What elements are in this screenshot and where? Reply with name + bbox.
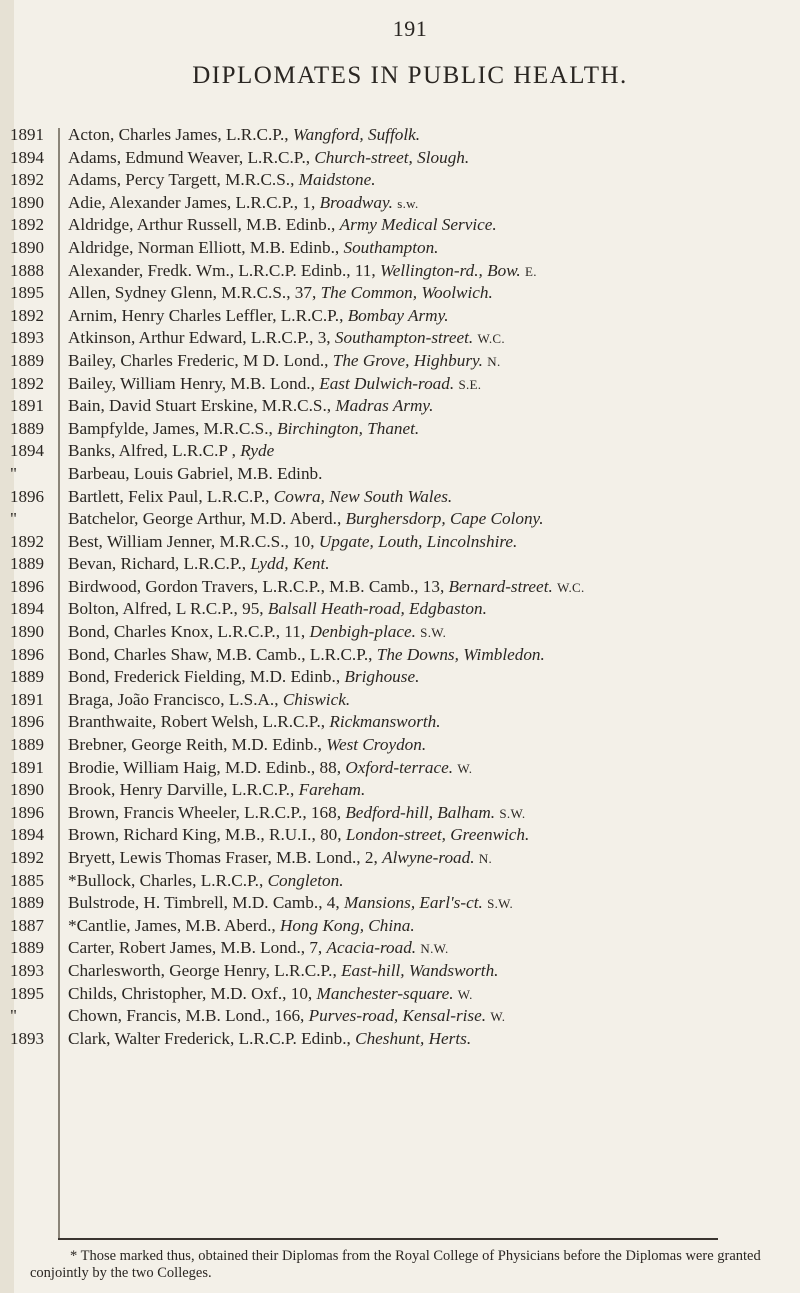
entry-location: The Grove, Highbury. xyxy=(332,350,483,370)
entry-year: 1889 xyxy=(10,893,44,913)
entry-name: Bond, Frederick Fielding, M.D. Edinb., xyxy=(68,667,345,687)
entry-name: Best, William Jenner, M.R.C.S., 10, xyxy=(68,531,319,551)
entry-name: Chown, Francis, M.B. Lond., 166, xyxy=(68,1006,309,1026)
entry-name: Carter, Robert James, M.B. Lond., 7, xyxy=(68,938,327,958)
entry-location: Bernard-street. xyxy=(448,576,553,596)
list-item xyxy=(0,870,800,893)
entry-text xyxy=(68,734,800,757)
entry-name: Brown, Richard King, M.B., R.U.I., 80, xyxy=(68,825,346,845)
entry-name: Aldridge, Arthur Russell, M.B. Edinb., xyxy=(68,215,340,235)
entry-year: 1891 xyxy=(10,125,44,144)
entry-text xyxy=(68,1028,800,1051)
entry-text xyxy=(68,892,800,915)
entry-name: Bond, Charles Knox, L.R.C.P., 11, xyxy=(68,622,310,642)
list-item xyxy=(0,757,800,780)
entry-text xyxy=(68,305,800,328)
entry-district: s.w. xyxy=(397,195,419,211)
entry-year: " xyxy=(10,463,17,483)
entry-name: *Bullock, Charles, L.R.C.P., xyxy=(68,870,268,890)
entry-text xyxy=(68,282,800,305)
entry-year: 1892 xyxy=(10,305,44,325)
entry-location: Congleton. xyxy=(267,870,344,890)
entry-name: Acton, Charles James, L.R.C.P., xyxy=(68,125,293,144)
entry-year: 1889 xyxy=(10,735,44,755)
entry-year: 1894 xyxy=(10,825,44,845)
list-item xyxy=(0,418,800,441)
entry-year: 1885 xyxy=(10,870,44,890)
entry-location: Balsall Heath-road, Edgbaston. xyxy=(267,599,487,619)
entry-district: W.C. xyxy=(477,331,505,347)
entry-text xyxy=(68,870,800,893)
entry-name: Banks, Alfred, L.R.C.P , xyxy=(68,441,241,461)
entry-text xyxy=(68,779,800,802)
list-item xyxy=(0,689,800,712)
entry-location: Mansions, Earl's-ct. xyxy=(343,893,483,913)
entry-location: Wellington-rd., Bow. xyxy=(380,260,521,280)
entry-location: Broadway. xyxy=(319,192,393,212)
entry-location: Acacia-road. xyxy=(326,938,417,958)
list-item xyxy=(0,305,800,328)
list-item xyxy=(0,960,800,983)
entry-year: " xyxy=(10,1006,17,1026)
entry-name: Atkinson, Arthur Edward, L.R.C.P., 3, xyxy=(68,328,335,348)
list-item xyxy=(0,915,800,938)
entry-location: Ryde xyxy=(240,441,275,461)
list-item xyxy=(0,802,800,825)
entry-text xyxy=(68,237,800,260)
entry-year: 1892 xyxy=(10,531,44,551)
entry-name: Charlesworth, George Henry, L.R.C.P., xyxy=(68,960,342,980)
entry-year: 1889 xyxy=(10,418,44,438)
entry-district: W.C. xyxy=(557,579,585,595)
entry-location: Rickmansworth. xyxy=(329,712,441,732)
entry-text xyxy=(68,440,800,463)
entry-location: Cowra, New South Wales. xyxy=(273,486,453,506)
entry-name: Bulstrode, H. Timbrell, M.D. Camb., 4, xyxy=(68,893,344,913)
list-item xyxy=(0,192,800,215)
entry-year: 1896 xyxy=(10,486,44,506)
entry-year: 1890 xyxy=(10,622,44,642)
entry-district: W. xyxy=(457,986,473,1002)
entry-text xyxy=(68,1005,800,1028)
entry-name: Adie, Alexander James, L.R.C.P., 1, xyxy=(68,192,320,212)
list-item xyxy=(0,440,800,463)
entry-location: Bombay Army. xyxy=(347,305,449,325)
entry-year: 1896 xyxy=(10,802,44,822)
entry-text xyxy=(68,418,800,441)
entry-location: Bedford-hill, Balham. xyxy=(345,802,496,822)
entry-district: S.E. xyxy=(458,376,482,392)
entry-name: Bond, Charles Shaw, M.B. Camb., L.R.C.P., xyxy=(68,644,377,664)
entry-text xyxy=(68,214,800,237)
entry-text xyxy=(68,621,800,644)
entry-location: Church-street, Slough. xyxy=(314,147,470,167)
entry-name: Birdwood, Gordon Travers, L.R.C.P., M.B. Camb., 13, xyxy=(68,576,449,596)
entry-name: Adams, Percy Targett, M.R.C.S., xyxy=(68,170,299,190)
entry-text xyxy=(68,531,800,554)
list-item xyxy=(0,734,800,757)
entry-year: 1889 xyxy=(10,938,44,958)
entry-year: 1896 xyxy=(10,712,44,732)
entry-year: 1893 xyxy=(10,960,44,980)
entry-year: 1892 xyxy=(10,848,44,867)
entry-name: Bartlett, Felix Paul, L.R.C.P., xyxy=(68,486,274,506)
list-item xyxy=(0,486,800,509)
entry-year: 1893 xyxy=(10,328,44,348)
list-item xyxy=(0,937,800,960)
entry-text xyxy=(68,915,800,938)
list-item xyxy=(0,531,800,554)
list-item xyxy=(0,824,800,847)
entry-name: Brook, Henry Darville, L.R.C.P., xyxy=(68,780,299,800)
list-item xyxy=(0,463,800,486)
list-item xyxy=(0,237,800,260)
entry-name: Alexander, Fredk. Wm., L.R.C.P. Edinb., 11, xyxy=(68,260,380,280)
entry-year: 1894 xyxy=(10,599,44,619)
entry-location: Lydd, Kent. xyxy=(250,554,330,574)
entry-name: Brebner, George Reith, M.D. Edinb., xyxy=(68,735,327,755)
entry-location: Chiswick. xyxy=(282,689,351,709)
entry-year: 1888 xyxy=(10,260,44,280)
list-item xyxy=(0,508,800,531)
entry-name: Adams, Edmund Weaver, L.R.C.P., xyxy=(68,147,315,167)
list-item xyxy=(0,169,800,192)
entry-district: S.W. xyxy=(499,805,526,821)
entry-year: 1890 xyxy=(10,780,44,800)
list-item xyxy=(0,350,800,373)
entry-text xyxy=(68,757,800,780)
entry-text xyxy=(68,983,800,1006)
entry-location: Birchington, Thanet. xyxy=(277,418,420,438)
entry-name: Allen, Sydney Glenn, M.R.C.S., 37, xyxy=(68,283,321,303)
entry-name: Aldridge, Norman Elliott, M.B. Edinb., xyxy=(68,237,344,257)
page-number: 191 xyxy=(392,16,428,41)
entry-name: Brodie, William Haig, M.D. Edinb., 88, xyxy=(68,757,346,777)
entry-district: W. xyxy=(490,1009,506,1025)
entry-name: Barbeau, Louis Gabriel, M.B. Edinb. xyxy=(68,463,323,483)
entry-location: Alwyne-road. xyxy=(382,848,475,867)
list-item xyxy=(0,260,800,283)
list-item xyxy=(0,124,800,147)
list-item xyxy=(0,847,800,870)
entry-location: West Croydon. xyxy=(326,735,427,755)
entry-district: N.W. xyxy=(420,941,449,957)
entry-name: Arnim, Henry Charles Leffler, L.R.C.P., xyxy=(68,305,348,325)
entry-name: Braga, João Francisco, L.S.A., xyxy=(68,689,283,709)
list-item xyxy=(0,644,800,667)
list-item xyxy=(0,892,800,915)
entry-text xyxy=(68,847,800,870)
footnote-divider xyxy=(58,1238,718,1240)
list-item xyxy=(0,553,800,576)
entry-location: The Common, Woolwich. xyxy=(320,283,493,303)
list-item xyxy=(0,282,800,305)
entry-year: 1889 xyxy=(10,667,44,687)
entry-location: Southampton. xyxy=(343,237,439,257)
entry-name: Childs, Christopher, M.D. Oxf., 10, xyxy=(68,983,317,1003)
entry-location: Fareham. xyxy=(298,780,366,800)
entry-district: W. xyxy=(457,760,473,776)
entry-year: 1894 xyxy=(10,441,44,461)
entry-location: Southampton-street. xyxy=(334,328,474,348)
entry-text xyxy=(68,802,800,825)
entry-year: 1892 xyxy=(10,373,44,393)
entry-year: 1890 xyxy=(10,237,44,257)
list-item xyxy=(0,621,800,644)
entry-district: N. xyxy=(478,851,493,866)
entry-year: 1891 xyxy=(10,396,44,416)
entry-year: 1894 xyxy=(10,147,44,167)
entry-text xyxy=(68,576,800,599)
entry-text xyxy=(68,508,800,531)
entry-year: 1892 xyxy=(10,215,44,235)
list-item xyxy=(0,395,800,418)
entry-text xyxy=(68,395,800,418)
list-item xyxy=(0,147,800,170)
entry-name: Bolton, Alfred, L R.C.P., 95, xyxy=(68,599,268,619)
entry-location: Brighouse. xyxy=(344,667,420,687)
entry-text xyxy=(68,689,800,712)
list-item xyxy=(0,327,800,350)
entry-name: Brown, Francis Wheeler, L.R.C.P., 168, xyxy=(68,802,346,822)
entry-name: *Cantlie, James, M.B. Aberd., xyxy=(68,915,280,935)
entry-location: Wangford, Suffolk. xyxy=(292,125,421,144)
list-item xyxy=(0,1005,800,1028)
list-item xyxy=(0,666,800,689)
entry-year: 1891 xyxy=(10,757,44,777)
entry-year: " xyxy=(10,509,17,529)
entry-year: 1890 xyxy=(10,192,44,212)
entry-text xyxy=(68,824,800,847)
entry-text xyxy=(68,124,800,147)
entry-text xyxy=(68,598,800,621)
entry-text xyxy=(68,644,800,667)
entry-year: 1889 xyxy=(10,350,44,370)
entry-text xyxy=(68,169,800,192)
entry-text xyxy=(68,260,800,283)
entry-name: Bailey, Charles Frederic, M D. Lond., xyxy=(68,350,333,370)
entry-name: Bain, David Stuart Erskine, M.R.C.S., xyxy=(68,396,336,416)
list-item xyxy=(0,1028,800,1051)
entry-location: Hong Kong, China. xyxy=(279,915,415,935)
entry-location: Burghersdorp, Cape Colony. xyxy=(345,509,544,529)
entry-location: East-hill, Wandsworth. xyxy=(341,960,499,980)
entry-text xyxy=(68,373,800,396)
entry-district: N. xyxy=(487,353,501,369)
list-item xyxy=(0,983,800,1006)
entry-name: Bailey, William Henry, M.B. Lond., xyxy=(68,373,320,393)
entry-location: Denbigh-place. xyxy=(309,622,416,642)
entry-year: 1895 xyxy=(10,983,44,1003)
entry-location: Oxford-terrace. xyxy=(345,757,454,777)
page-title: DIPLOMATES IN PUBLIC HEALTH. xyxy=(192,62,628,89)
entry-text xyxy=(68,553,800,576)
entry-text xyxy=(68,937,800,960)
list-item xyxy=(0,576,800,599)
entry-location: Cheshunt, Herts. xyxy=(355,1028,472,1048)
entry-year: 1896 xyxy=(10,644,44,664)
list-item xyxy=(0,779,800,802)
entry-text xyxy=(68,666,800,689)
entry-text xyxy=(68,486,800,509)
entry-location: East Dulwich-road. xyxy=(319,373,455,393)
list-item xyxy=(0,598,800,621)
entry-location: Manchester-square. xyxy=(316,983,454,1003)
list-item xyxy=(0,373,800,396)
entry-year: 1887 xyxy=(10,915,44,935)
entry-location: Upgate, Louth, Lincolnshire. xyxy=(318,531,518,551)
list-item xyxy=(0,214,800,237)
entry-text xyxy=(68,711,800,734)
footnote: * Those marked thus, obtained their Diplomas from the Royal College of Physicians before the Diplomas were granted conjointly by the two Colleges. xyxy=(30,1248,761,1281)
entry-year: 1895 xyxy=(10,283,44,303)
entry-text xyxy=(68,463,800,486)
entry-name: Bampfylde, James, M.R.C.S., xyxy=(68,418,278,438)
list-item xyxy=(0,711,800,734)
entry-name: Batchelor, George Arthur, M.D. Aberd., xyxy=(68,509,346,529)
entry-district: S.W. xyxy=(420,625,447,641)
entry-location: The Downs, Wimbledon. xyxy=(376,644,545,664)
entry-location: Purves-road, Kensal-rise. xyxy=(308,1006,487,1026)
entry-year: 1892 xyxy=(10,170,44,190)
entry-year: 1889 xyxy=(10,554,44,574)
entry-text xyxy=(68,350,800,373)
entry-year: 1891 xyxy=(10,689,44,709)
entry-name: Bevan, Richard, L.R.C.P., xyxy=(68,554,251,574)
entry-list xyxy=(0,124,800,1050)
entry-name: Clark, Walter Frederick, L.R.C.P. Edinb., xyxy=(68,1028,356,1048)
entry-text xyxy=(68,960,800,983)
entry-district: E. xyxy=(524,263,537,279)
entry-location: Army Medical Service. xyxy=(339,215,497,235)
entry-year: 1896 xyxy=(10,576,44,596)
entry-name: Branthwaite, Robert Welsh, L.R.C.P., xyxy=(68,712,330,732)
entry-year: 1893 xyxy=(10,1028,44,1048)
entry-location: Maidstone. xyxy=(298,170,376,190)
entry-name: Bryett, Lewis Thomas Fraser, M.B. Lond., 2, xyxy=(68,848,383,867)
entry-location: Madras Army. xyxy=(335,396,434,416)
entry-text xyxy=(68,327,800,350)
entry-district: S.W. xyxy=(487,896,514,912)
entry-location: London-street, Greenwich. xyxy=(345,825,530,845)
entry-text xyxy=(68,147,800,170)
entry-text xyxy=(68,192,800,215)
